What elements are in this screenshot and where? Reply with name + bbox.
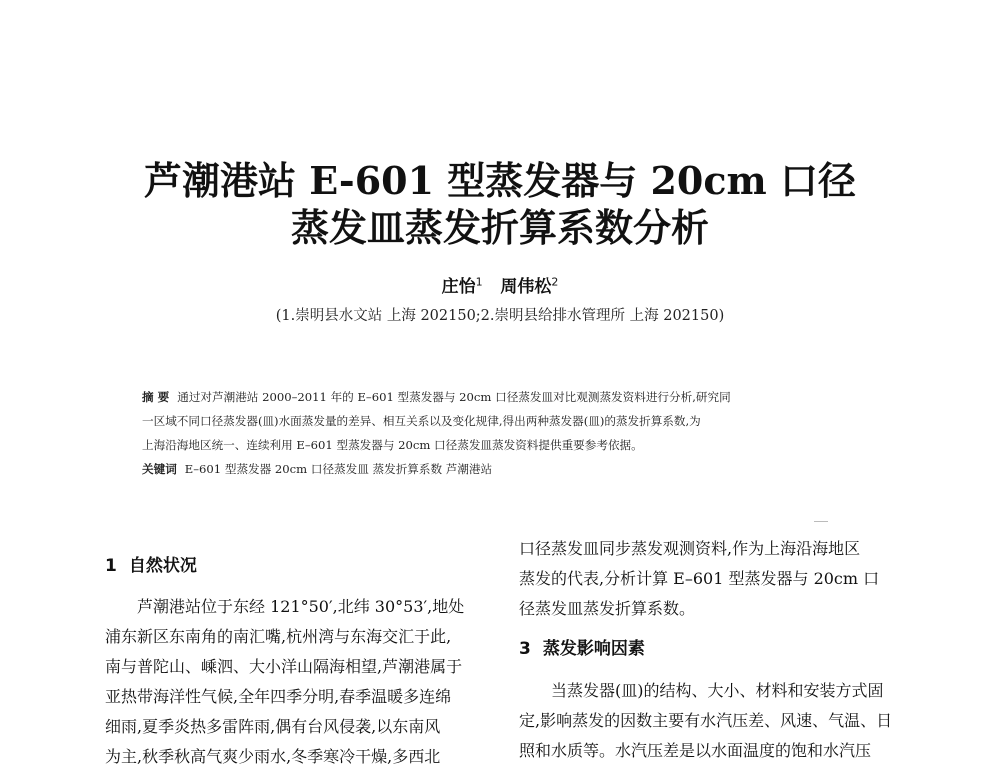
intro-line-2: 蒸发的代表,分析计算 E–601 型蒸发器与 20cm 口 xyxy=(519,569,880,588)
intro-line-3: 径蒸发皿蒸发折算系数。 xyxy=(519,599,696,618)
author-list xyxy=(0,272,1000,297)
author-1-mark: 1 xyxy=(475,275,483,289)
author-1-name: 庄怡 xyxy=(441,277,476,297)
section-1-body xyxy=(105,592,495,772)
paper-title-line-1: 芦潮港站 E-601 型蒸发器与 20cm 口径 xyxy=(144,158,856,203)
section-1-line-1: 芦潮港站位于东经 121°50′,北纬 30°53′,地处 xyxy=(137,597,465,616)
abstract-block xyxy=(142,385,882,481)
abstract-line-3: 上海沿海地区统一、连续利用 E–601 型蒸发器与 20cm 口径蒸发皿蒸发资料提供重要参考依据。 xyxy=(142,438,643,452)
abstract-text-1: 通过对芦潮港站 2000–2011 年的 E–601 型蒸发器与 20cm 口径蒸发皿对比观测蒸发资料进行分析,研究同 xyxy=(177,390,731,404)
intro-line-1: 口径蒸发皿同步蒸发观测资料,作为上海沿海地区 xyxy=(519,539,861,558)
section-1-title: 自然状况 xyxy=(128,556,197,576)
keywords-text: E–601 型蒸发器 20cm 口径蒸发皿 蒸发折算系数 芦潮港站 xyxy=(184,462,493,476)
section-3-title: 蒸发影响因素 xyxy=(542,639,645,659)
section-1-heading xyxy=(105,551,197,576)
right-column-intro xyxy=(519,534,899,624)
author-2-name: 周伟松 xyxy=(500,277,552,297)
affiliation: (1.崇明县水文站 上海 202150;2.崇明县给排水管理所 上海 202150) xyxy=(275,308,725,324)
keywords-label: 关键词 xyxy=(142,462,177,476)
section-1-line-4: 亚热带海洋性气候,全年四季分明,春季温暖多连绵 xyxy=(105,687,452,706)
section-3-heading xyxy=(519,634,645,659)
section-3-line-3: 照和水质等。水汽压差是以水面温度的饱和水汽压 xyxy=(519,741,872,760)
section-1-number: 1 xyxy=(105,556,117,576)
author-2-mark: 2 xyxy=(551,275,559,289)
section-3-body xyxy=(519,676,899,766)
divider-mark xyxy=(814,521,828,522)
paper-title-line-2: 蒸发皿蒸发折算系数分析 xyxy=(290,205,709,250)
section-1-line-6: 为主,秋季秋高气爽少雨水,冬季寒冷干燥,多西北 xyxy=(105,747,441,766)
keywords-line xyxy=(142,457,882,481)
section-1-line-5: 细雨,夏季炎热多雷阵雨,偶有台风侵袭,以东南风 xyxy=(105,717,441,736)
section-1-line-3: 南与普陀山、嵊泗、大小洋山隔海相望,芦潮港属于 xyxy=(105,657,463,676)
abstract-line-2: 一区域不同口径蒸发器(皿)水面蒸发量的差异、相互关系以及变化规律,得出两种蒸发器(皿)的蒸发折算系数,为 xyxy=(142,414,701,428)
section-3-line-2: 定,影响蒸发的因数主要有水汽压差、风速、气温、日 xyxy=(519,711,893,730)
abstract-label: 摘 要 xyxy=(142,390,170,404)
section-3-line-1: 当蒸发器(皿)的结构、大小、材料和安装方式固 xyxy=(551,681,884,700)
section-1-line-2: 浦东新区东南角的南汇嘴,杭州湾与东海交汇于此, xyxy=(105,627,452,646)
abstract-line-1 xyxy=(142,385,882,409)
section-3-number: 3 xyxy=(519,639,531,659)
